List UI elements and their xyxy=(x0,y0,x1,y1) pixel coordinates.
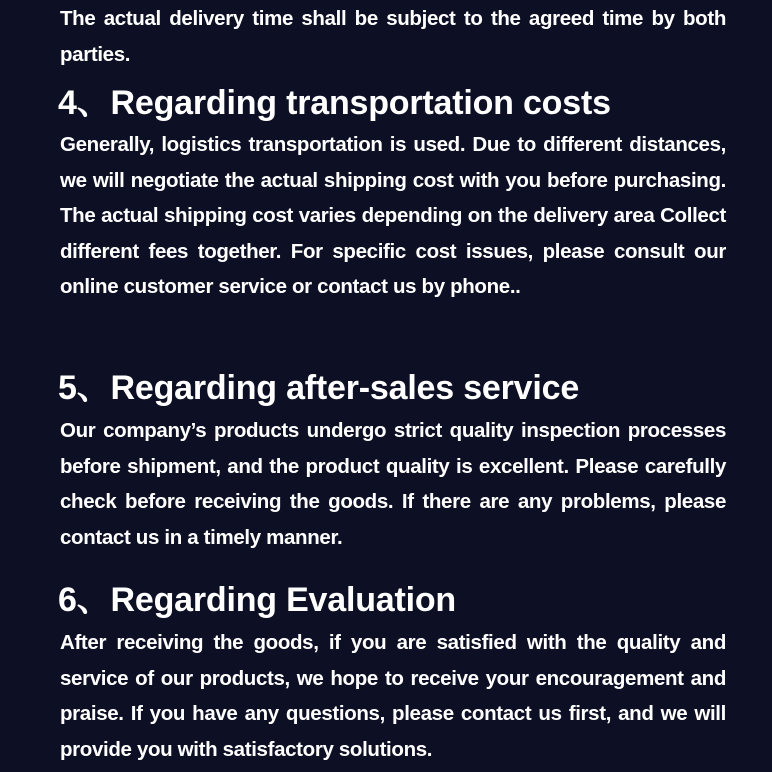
section-heading-transportation-costs: 4、Regarding transportation costs xyxy=(58,84,611,122)
section-body-after-sales-service: Our company’s products undergo strict quality inspection processes before shipment, and the product quality is excellent. Please carefully check before receiving the goods. If there are any problems, please contact us in a timely manner. xyxy=(60,419,726,549)
section-heading-evaluation: 6、Regarding Evaluation xyxy=(58,581,457,619)
section-heading-after-sales-service: 5、Regarding after-sales service xyxy=(58,369,580,407)
delivery-time-note: The actual delivery time shall be subject to the agreed time by both parties. xyxy=(60,7,726,66)
section-body-transportation-costs: Generally, logistics transportation is used. Due to different distances, we will negotiate the actual shipping cost with you before purchasing. The actual shipping cost varies depending on the delivery area Collect different fees together. For specific cost issues, please consult our online customer service or contact us by phone.. xyxy=(60,133,726,298)
section-body-evaluation: After receiving the goods, if you are satisfied with the quality and service of our products, we hope to receive your encouragement and praise. If you have any questions, please contact us first, and we will provide you with satisfactory solutions. xyxy=(60,631,726,761)
